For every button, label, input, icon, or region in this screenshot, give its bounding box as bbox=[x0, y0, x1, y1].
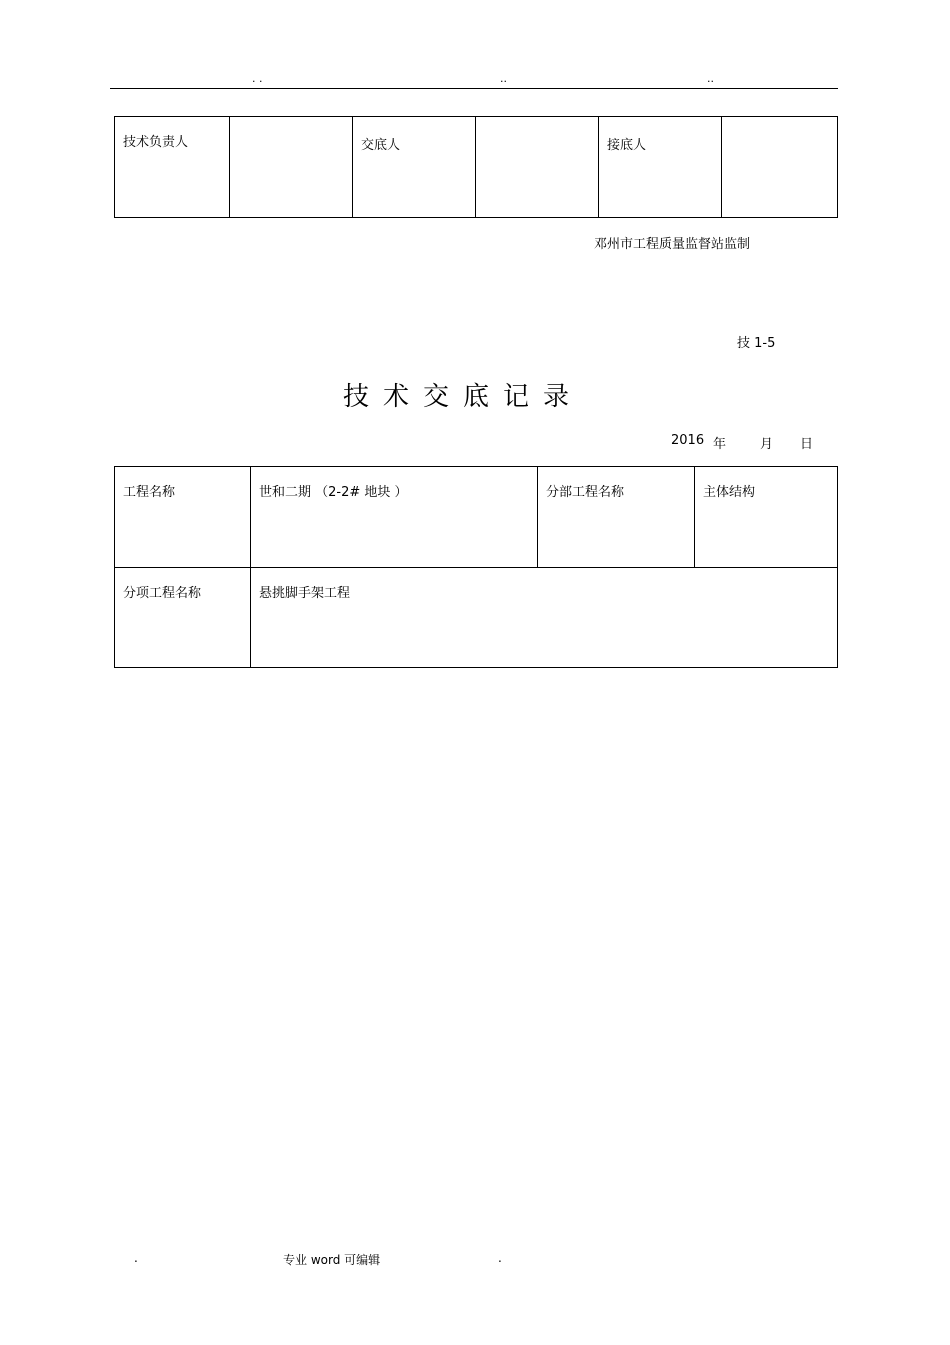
form-code: 技 1-5 bbox=[737, 336, 776, 351]
tech-lead-value-cell[interactable] bbox=[230, 117, 353, 218]
date-month-label: 月 bbox=[760, 437, 774, 452]
signature-table bbox=[114, 116, 838, 218]
project-name-value-cell[interactable] bbox=[251, 467, 538, 568]
subitem-label: 分项工程名称 bbox=[123, 586, 202, 601]
discloser-label-cell bbox=[353, 117, 476, 218]
discloser-value-cell[interactable] bbox=[476, 117, 599, 218]
receiver-value-cell[interactable] bbox=[722, 117, 838, 218]
project-name-label-cell bbox=[115, 467, 251, 568]
project-name-label: 工程名称 bbox=[123, 485, 176, 500]
header-mark-center: .. bbox=[500, 72, 507, 85]
footer-mark-left: . bbox=[134, 1251, 138, 1265]
division-label: 分部工程名称 bbox=[546, 485, 625, 500]
footer-text: 专业 word 可编辑 bbox=[283, 1253, 381, 1267]
header-mark-right: .. bbox=[707, 72, 714, 85]
issuer-note: 邓州市工程质量监督站监制 bbox=[594, 237, 751, 252]
discloser-label: 交底人 bbox=[361, 138, 401, 153]
date-year: 2016 bbox=[671, 433, 705, 448]
subitem-value-cell[interactable] bbox=[251, 568, 838, 668]
date-day-label: 日 bbox=[800, 437, 814, 452]
project-table bbox=[114, 466, 838, 668]
discloser-value bbox=[476, 117, 598, 131]
subitem-label-cell bbox=[115, 568, 251, 668]
receiver-value bbox=[722, 117, 837, 131]
subitem-value: 悬挑脚手架工程 bbox=[259, 586, 351, 601]
tech-lead-value bbox=[230, 117, 352, 131]
document-title: 技术交底记录 bbox=[343, 382, 584, 412]
date-year-label: 年 bbox=[713, 437, 727, 452]
receiver-label: 接底人 bbox=[607, 138, 647, 153]
division-value: 主体结构 bbox=[703, 485, 756, 500]
project-name-value: 世和二期 （2-2# 地块 ） bbox=[259, 485, 408, 500]
tech-lead-label-cell bbox=[115, 117, 230, 218]
tech-lead-label: 技术负责人 bbox=[123, 135, 189, 150]
header-mark-left: . . bbox=[252, 72, 263, 85]
division-value-cell[interactable] bbox=[695, 467, 838, 568]
receiver-label-cell bbox=[599, 117, 722, 218]
division-label-cell bbox=[538, 467, 695, 568]
header-rule bbox=[110, 88, 838, 89]
footer-mark-right: . bbox=[498, 1251, 502, 1265]
